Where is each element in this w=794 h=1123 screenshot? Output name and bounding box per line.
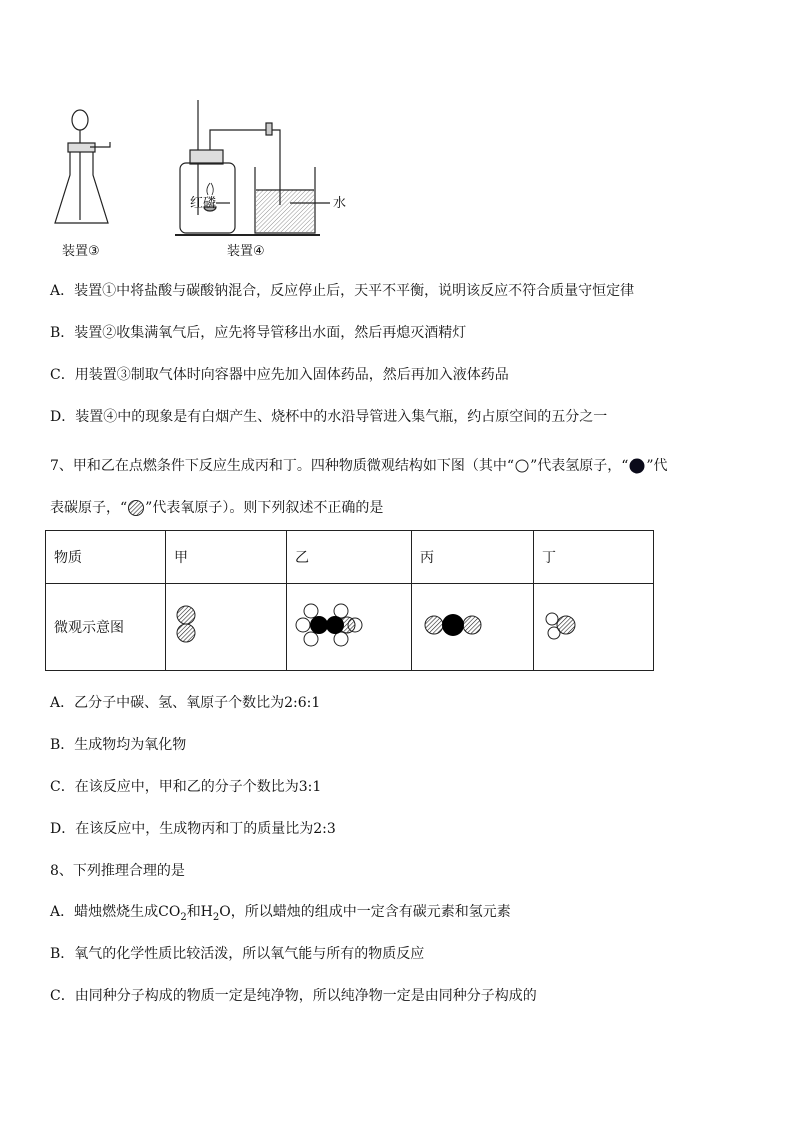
q8-a-sub2: 2 [212,911,220,923]
table-header-row [46,531,654,584]
device-4-label: 装置④ [227,244,265,259]
q8-a-sub1: 2 [180,911,187,923]
table-diagram-row [46,584,654,671]
q6-option-c: C．用装置③制取气体时向容器中应先加入固体药品，然后再加入液体药品 [50,367,509,383]
header-yi: 乙 [287,531,412,584]
q8-a-post: O，所以蜡烛的组成中一定含有碳元素和氢元素 [219,904,511,920]
molecule-table [45,530,654,671]
q7-stem-part5: ”代表氧原子）。则下列叙述不正确的是 [145,500,384,516]
ethanol-molecule-diagram [295,595,375,655]
q7-stem-part4: 表碳原子，“ [50,500,128,516]
device-3-flask [55,110,110,223]
jia-molecule [166,584,287,671]
q6-option-b: B．装置②收集满氧气后，应先将导管移出水面，然后再熄灭酒精灯 [50,325,467,341]
ding-molecule [534,584,654,671]
q7-stem-line2 [50,498,383,518]
device-4-jar [175,100,330,235]
hydrogen-atom-icon [514,458,530,474]
q8-option-a [50,902,511,928]
yi-molecule [287,584,412,671]
q7-option-a: A．乙分子中碳、氢、氧原子个数比为2:6:1 [50,695,321,711]
q8-stem: 8、下列推理合理的是 [50,863,185,879]
header-jia: 甲 [166,531,287,584]
q7-stem-part2: ”代表氢原子，“ [530,458,629,474]
q7-stem-part3: ”代 [646,458,668,474]
q8-option-c: C．由同种分子构成的物质一定是纯净物，所以纯净物一定是由同种分子构成的 [50,988,537,1004]
q6-option-a: A．装置①中将盐酸与碳酸钠混合，反应停止后，天平不平衡，说明该反应不符合质量守恒定律 [50,283,635,299]
water-molecule-diagram [542,595,592,655]
header-bing: 丙 [412,531,534,584]
oxygen-atom-icon [127,499,145,517]
bing-molecule [412,584,534,671]
header-ding: 丁 [534,531,654,584]
oxygen-molecule-diagram [174,595,214,655]
q6-option-d: D．装置④中的现象是有白烟产生、烧杯中的水沿导管进入集气瓶，约占原空间的五分之一 [50,409,608,425]
water-label: 水 [333,196,347,211]
header-substance: 物质 [46,531,166,584]
q8-a-mid: 和H [186,904,213,920]
q7-option-b: B．生成物均为氧化物 [50,737,187,753]
carbon-dioxide-molecule-diagram [420,595,490,655]
q8-a-pre: A．蜡烛燃烧生成CO [50,904,181,920]
q7-option-d: D．在该反应中，生成物丙和丁的质量比为2:3 [50,821,336,837]
device-3-label: 装置③ [62,244,100,259]
q7-stem-part1: 7、甲和乙在点燃条件下反应生成丙和丁。四种物质微观结构如下图（其中“ [50,458,515,474]
row-label-diagram: 微观示意图 [46,584,166,671]
q7-stem-line1 [50,456,668,476]
q7-option-c: C．在该反应中，甲和乙的分子个数比为3:1 [50,779,322,795]
red-phosphorus-label: 红磷 [190,196,217,211]
q8-option-b: B．氧气的化学性质比较活泼，所以氧气能与所有的物质反应 [50,946,425,962]
apparatus-figure [40,95,360,245]
carbon-atom-icon [628,457,646,475]
